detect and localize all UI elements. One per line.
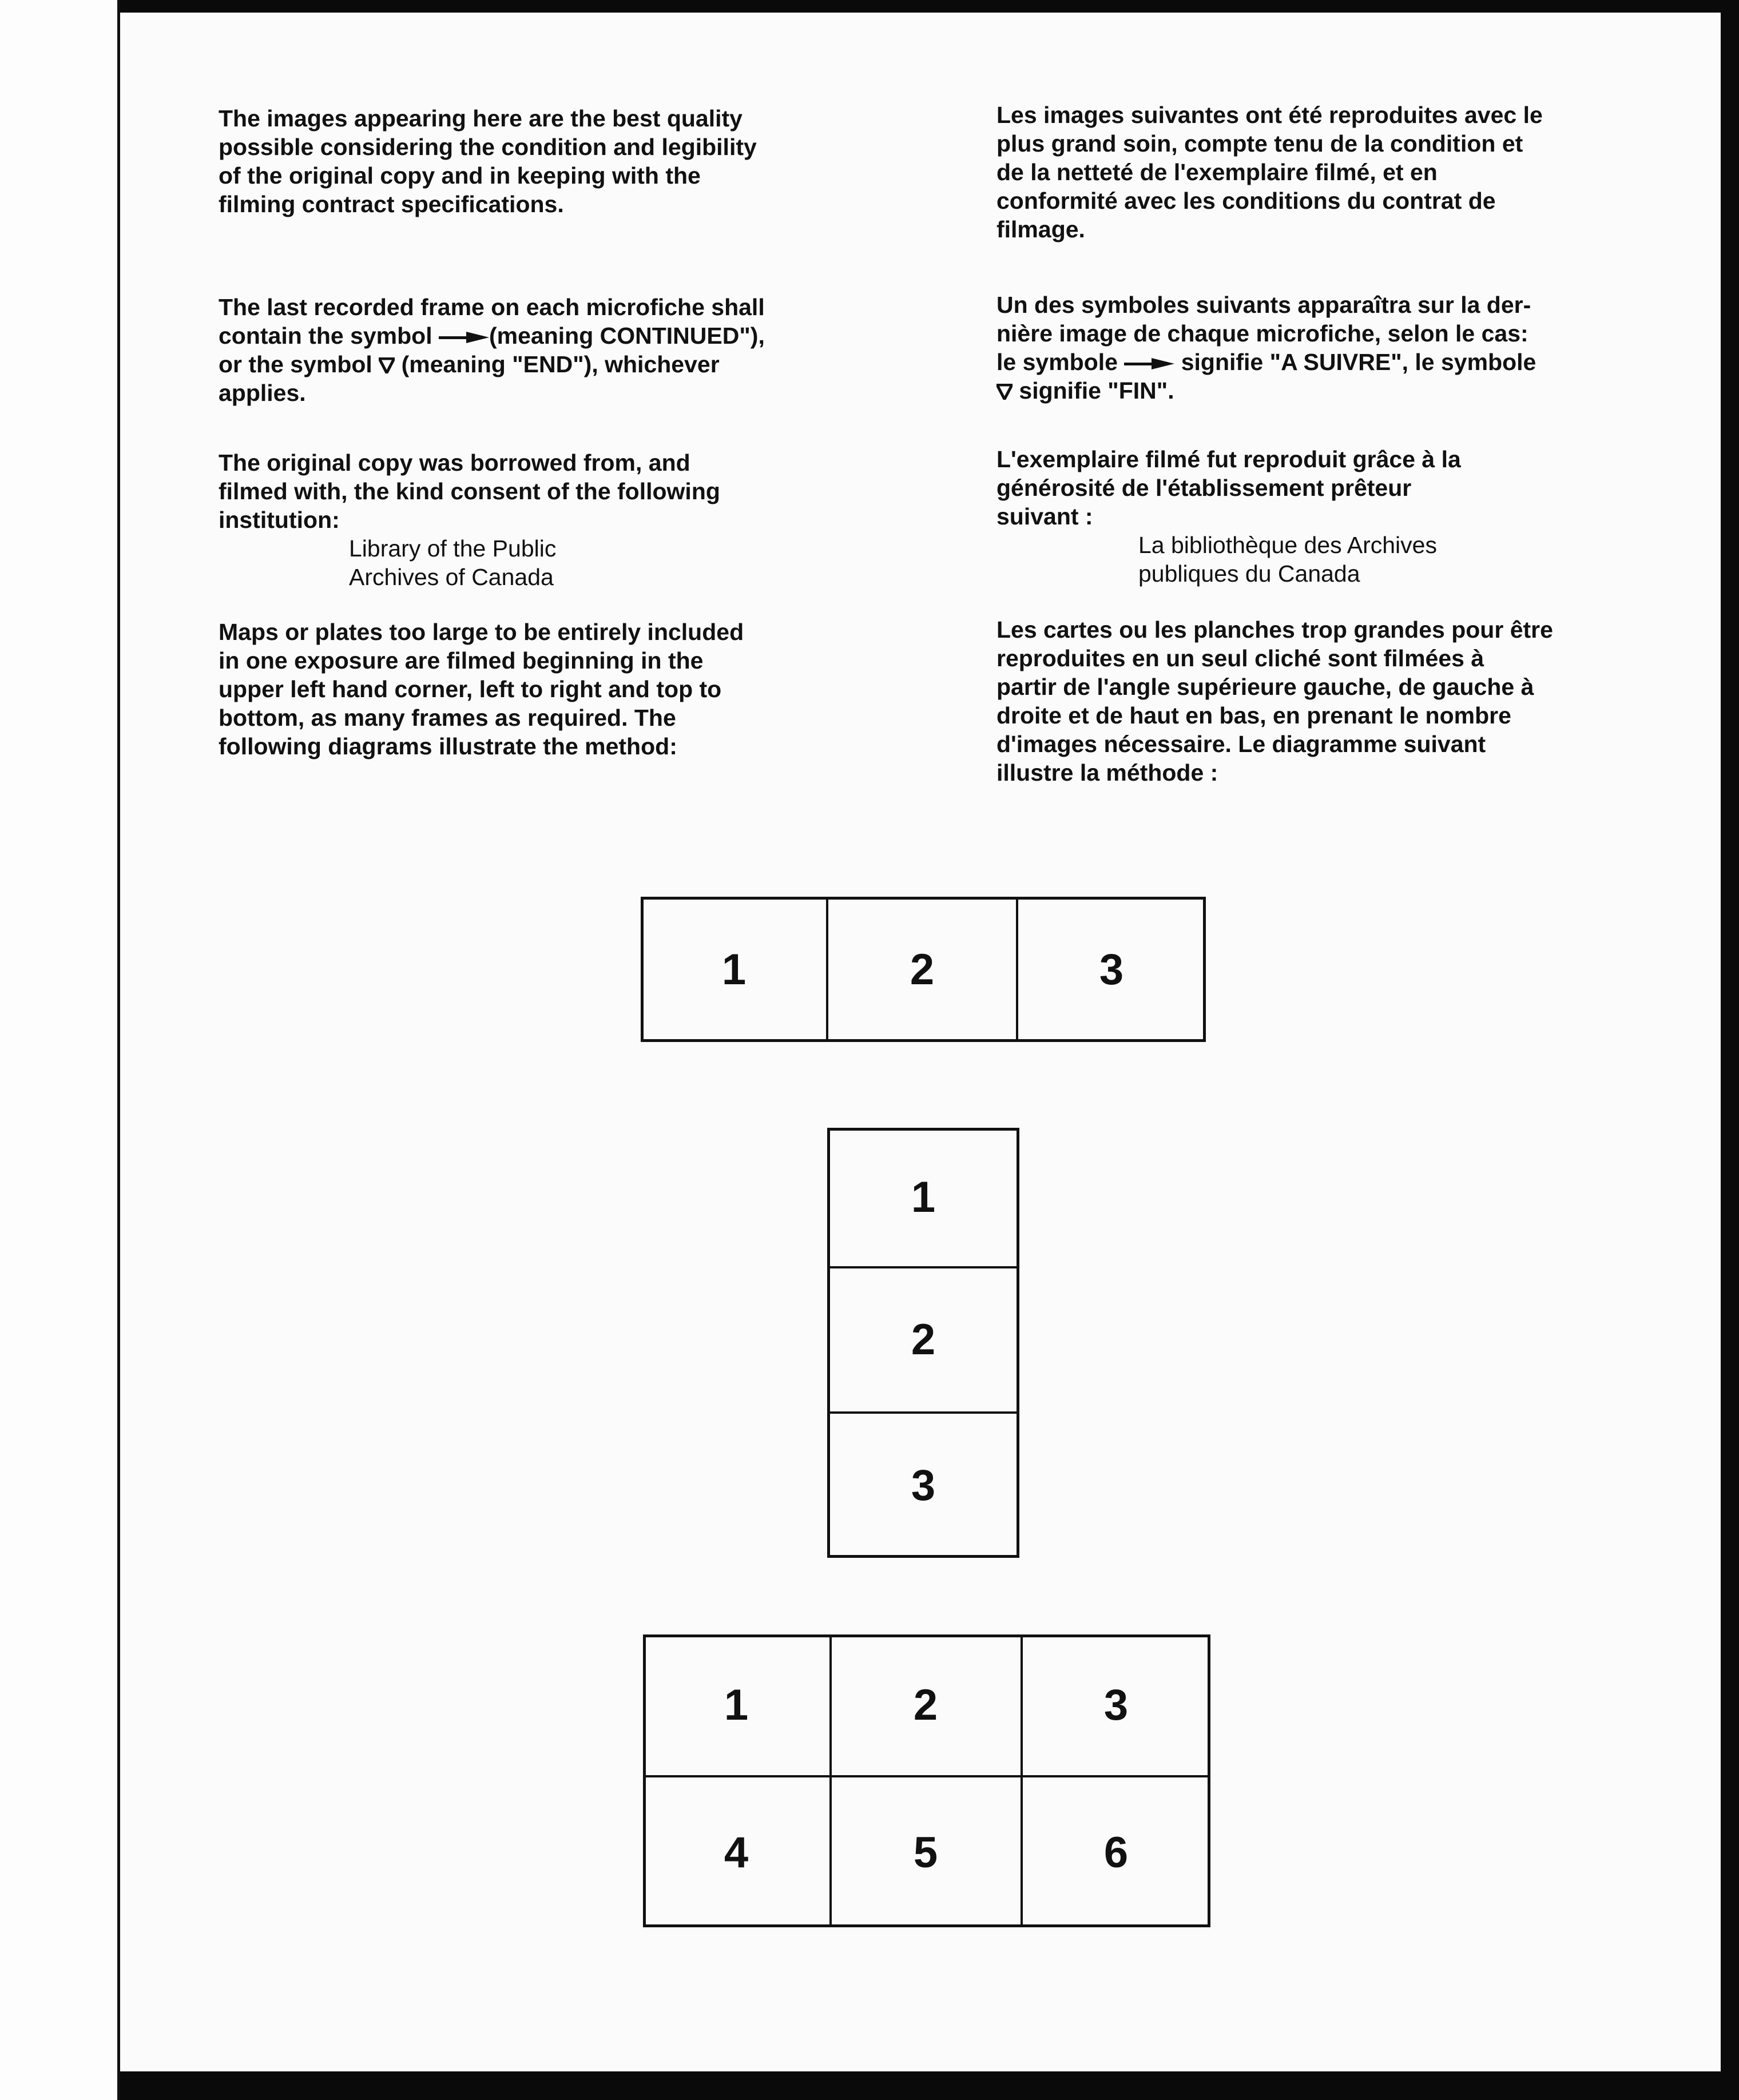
english-symbols-line-4: applies. [219, 380, 306, 406]
english-column [219, 104, 757, 218]
row-frame-1: 1 [721, 945, 747, 994]
row-frame-2: 2 [910, 945, 935, 994]
french-symbols-paragraph [996, 291, 1536, 405]
column-frame-3: 3 [911, 1461, 936, 1510]
english-maps-text: Maps or plates too large to be entirely included in one exposure are filmed beginning in the upper left hand corner, left to right and top to bottom, as many frames as required. The following diagrams illustrate the method: [219, 619, 744, 759]
french-institution-name: La bibliothèque des Archives publiques du Canada [1138, 532, 1437, 587]
french-source-paragraph [996, 445, 1461, 588]
french-symbols-line-4: signifie "FIN". [996, 376, 1536, 405]
triangle-down-icon [379, 357, 395, 373]
french-quality-paragraph: Les images suivantes ont été reproduites avec le plus grand soin, compte tenu de la condition et de la netteté de l'exemplaire filmé, et en conformité avec les conditions du contrat de filmage. [996, 102, 1543, 242]
grid-frame-6: 6 [1103, 1828, 1129, 1877]
french-source-text: L'exemplaire filmé fut reproduit grâce à la générosité de l'établissement prêteur suivant : [996, 446, 1461, 530]
grid-frame-4: 4 [724, 1828, 749, 1877]
french-symbols-line-3: le symbole signifie "A SUIVRE", le symbole [996, 349, 1536, 375]
grid-frame-1: 1 [724, 1680, 749, 1729]
triangle-down-icon [996, 384, 1013, 400]
grid-frame-2: 2 [913, 1680, 938, 1729]
french-maps-text: Les cartes ou les planches trop grandes pour être reproduites en un seul cliché sont filmées à partir de l'angle supérieure gauche, de gauche à droite et de haut en bas, en prenant le nombre d'images nécessaire. Le diagramme suivant illustre la méthode : [996, 617, 1553, 786]
english-institution-name: Library of the Public Archives of Canada [349, 535, 557, 590]
arrow-right-icon [1124, 358, 1174, 369]
english-symbols-line-1: The last recorded frame on each microfiche shall [219, 294, 765, 320]
column-frame-1: 1 [911, 1172, 936, 1222]
french-symbols-line-1: Un des symboles suivants apparaîtra sur la der- [996, 292, 1531, 318]
french-maps-paragraph [996, 615, 1553, 787]
english-source-text: The original copy was borrowed from, and filmed with, the kind consent of the following institution: [219, 450, 720, 533]
column-frame-2: 2 [911, 1315, 936, 1364]
english-source-paragraph [219, 448, 720, 591]
english-symbols-line-3: or the symbol (meaning "END"), whichever [219, 351, 720, 377]
french-symbols-line-2: nière image de chaque microfiche, selon le cas: [996, 320, 1528, 347]
french-column [996, 101, 1543, 244]
arrow-right-icon [439, 332, 489, 343]
english-symbols-line-2: contain the symbol (meaning CONTINUED"), [219, 323, 765, 349]
english-maps-paragraph [219, 618, 744, 761]
film-margin-right [1721, 13, 1739, 2071]
english-quality-paragraph: The images appearing here are the best quality possible considering the condition and legibility of the original copy and in keeping with the filming contract specifications. [219, 105, 757, 217]
grid-frame-5: 5 [913, 1828, 938, 1877]
grid-frame-3: 3 [1103, 1680, 1129, 1729]
film-margin-left [0, 0, 120, 2100]
row-frame-3: 3 [1099, 945, 1124, 994]
english-symbols-paragraph [219, 293, 765, 407]
